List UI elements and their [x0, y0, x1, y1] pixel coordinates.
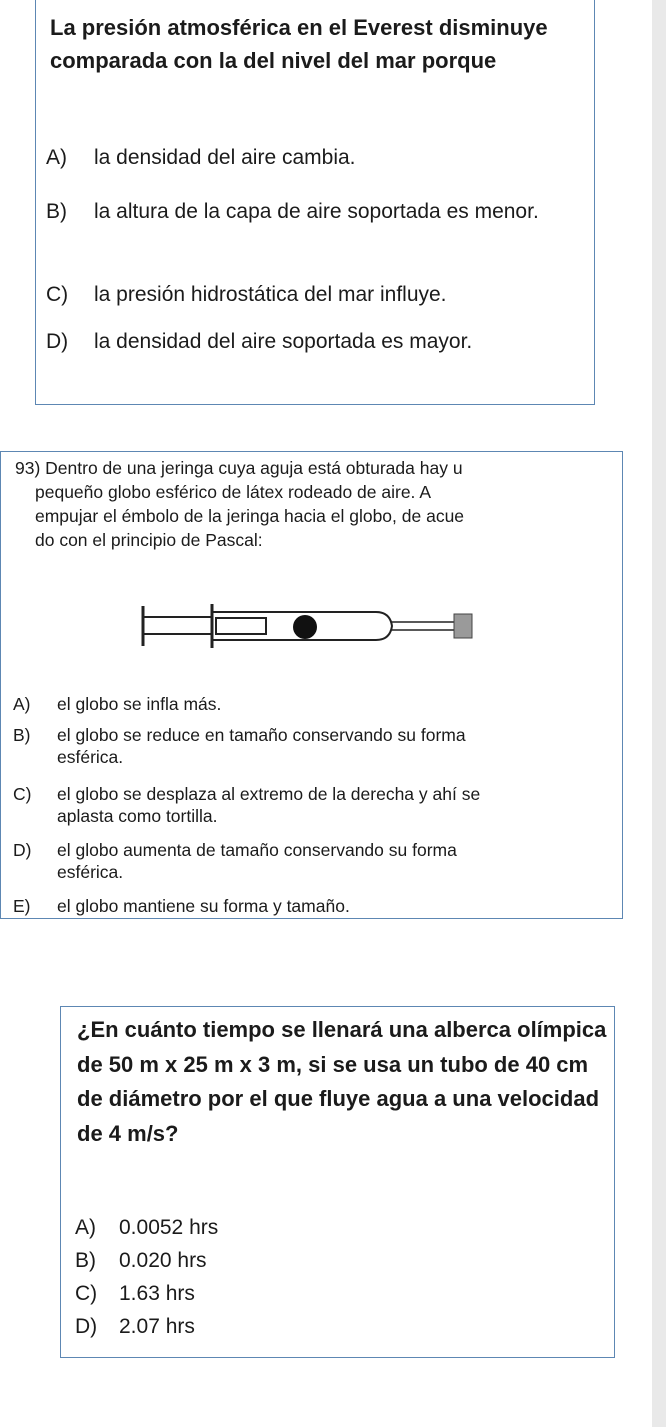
stem-line: empujar el émbolo de la jeringa hacia el globo, de acue [35, 506, 465, 526]
option-text: 1.63 hrs [119, 1282, 195, 1305]
stem-line: pequeño globo esférico de látex rodeado de aire. A [35, 482, 431, 502]
option-text: esférica. [57, 747, 124, 767]
question-3-option-b[interactable] [75, 1245, 207, 1277]
option-text: la presión hidrostática del mar influye. [94, 283, 447, 306]
question-2-option-e[interactable] [13, 895, 633, 917]
option-text: el globo aumenta de tamaño conservando su forma [57, 840, 457, 860]
option-letter: C) [46, 283, 69, 306]
question-number: 93) [15, 458, 41, 478]
option-text: el globo se desplaza al extremo de la derecha y ahí se [57, 784, 481, 804]
option-letter: B) [46, 200, 67, 223]
option-letter: B) [75, 1249, 96, 1272]
question-3-box [60, 1006, 615, 1358]
option-letter: D) [46, 330, 69, 353]
question-2-option-a[interactable] [13, 693, 633, 715]
option-letter: C) [13, 784, 32, 804]
question-1-option-b[interactable] [46, 195, 586, 228]
question-1-option-d[interactable] [46, 325, 586, 358]
question-1-option-a[interactable] [46, 141, 586, 174]
option-letter: D) [13, 840, 32, 860]
option-letter: B) [13, 725, 31, 745]
option-text: 0.020 hrs [119, 1249, 207, 1272]
option-text: 0.0052 hrs [119, 1216, 219, 1239]
question-1-option-c[interactable] [46, 278, 586, 311]
option-letter: E) [13, 896, 31, 916]
stem-line: Dentro de una jeringa cuya aguja está obturada hay u [45, 458, 463, 478]
syringe-illustration [140, 600, 480, 652]
option-text: el globo se reduce en tamaño conservando su forma [57, 725, 466, 745]
option-text: esférica. [57, 862, 124, 882]
question-2-option-c[interactable] [13, 783, 633, 827]
question-2-stem [15, 456, 635, 552]
question-1-box [35, 0, 595, 405]
option-text: el globo mantiene su forma y tamaño. [57, 896, 350, 916]
option-text: la altura de la capa de aire soportada es menor. [94, 200, 539, 223]
balloon-icon [293, 615, 317, 639]
option-text: la densidad del aire soportada es mayor. [94, 330, 473, 353]
option-text: 2.07 hrs [119, 1315, 195, 1338]
needle-stopper [454, 614, 472, 638]
option-letter: D) [75, 1315, 98, 1338]
plunger-head [216, 618, 266, 634]
option-letter: C) [75, 1282, 98, 1305]
question-2-option-b[interactable] [13, 724, 633, 768]
question-3-option-c[interactable] [75, 1278, 195, 1310]
option-letter: A) [13, 694, 31, 714]
option-letter: A) [75, 1216, 96, 1239]
question-3-stem: ¿En cuánto tiempo se llenará una alberca olímpica de 50 m x 25 m x 3 m, si se usa un tubo de 40 cm de diámetro por el que fluye agua a una velocidad de 4 m/s? [77, 1017, 607, 1146]
option-text: el globo se infla más. [57, 694, 222, 714]
question-2-option-d[interactable] [13, 839, 633, 883]
right-edge-strip [652, 0, 666, 1427]
question-1-stem: La presión atmosférica en el Everest disminuye comparada con la del nivel del mar porque [50, 15, 548, 73]
question-3-option-d[interactable] [75, 1311, 195, 1343]
option-letter: A) [46, 146, 67, 169]
question-2-box [0, 451, 623, 919]
question-3-option-a[interactable] [75, 1212, 218, 1244]
option-text: la densidad del aire cambia. [94, 146, 356, 169]
stem-line: do con el principio de Pascal: [35, 530, 263, 550]
option-text: aplasta como tortilla. [57, 806, 218, 826]
